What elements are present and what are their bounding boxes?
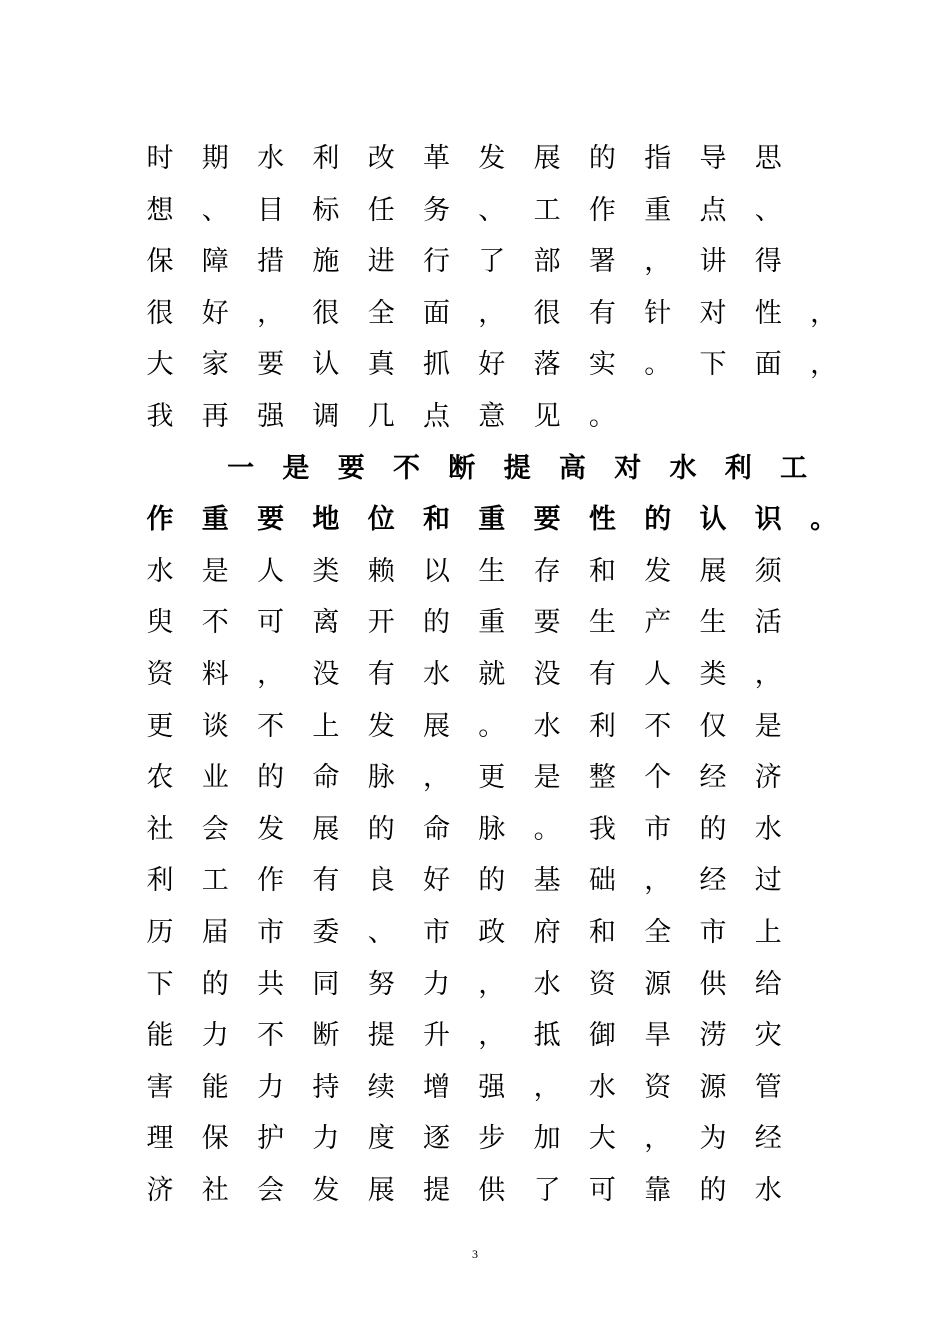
- text-char: 抵: [533, 1020, 561, 1052]
- text-char: 给: [754, 968, 782, 1000]
- text-char: 人: [257, 555, 285, 587]
- text-char: 思: [754, 143, 782, 174]
- text-char: 加: [533, 1123, 561, 1155]
- text-char: 要: [257, 504, 285, 536]
- text-char: 部: [533, 246, 561, 278]
- text-char: 利: [588, 710, 616, 742]
- text-char: 水: [533, 968, 561, 1000]
- text-char: 农: [146, 762, 174, 794]
- text-char: 是: [754, 710, 782, 742]
- text-char: 再: [201, 401, 229, 432]
- text-char: 展: [533, 143, 561, 174]
- text-char: 同: [312, 968, 340, 1000]
- text-char: 生: [699, 607, 727, 639]
- text-char: 障: [201, 246, 229, 278]
- text-char: 资: [644, 1071, 672, 1103]
- text-char: 针: [644, 297, 672, 329]
- text-char: 务: [423, 194, 450, 226]
- text-char: 革: [423, 143, 450, 174]
- text-char: 好: [201, 297, 229, 329]
- text-char: 的: [201, 968, 229, 1000]
- text-char: 很: [533, 297, 561, 329]
- text-char: 真: [367, 349, 395, 381]
- text-char: 要: [337, 452, 365, 484]
- text-char: 料: [201, 659, 229, 690]
- text-char: 工: [201, 865, 229, 897]
- text-char: 作: [146, 504, 174, 536]
- text-char: 我: [146, 401, 174, 432]
- text-char: 共: [257, 968, 285, 1000]
- text-char: 高: [558, 452, 586, 484]
- text-char: 讲: [699, 246, 727, 278]
- text-char: 类: [699, 659, 727, 690]
- text-char: 能: [146, 1020, 174, 1052]
- text-char: 指: [644, 143, 672, 174]
- text-char: 全: [644, 917, 672, 948]
- text-char: 水: [423, 659, 450, 690]
- text-char: 家: [201, 349, 229, 381]
- text-char: 期: [201, 143, 229, 174]
- text-char: 不: [644, 710, 672, 742]
- text-char: 命: [312, 762, 340, 794]
- text-char: 资: [588, 968, 616, 1000]
- text-char: 持: [312, 1071, 340, 1103]
- text-char: 靠: [644, 1175, 672, 1206]
- text-char: 行: [423, 246, 450, 278]
- text-char: 下: [146, 968, 174, 1000]
- text-char: 人: [644, 659, 672, 690]
- text-char: 进: [367, 246, 395, 278]
- text-char: 我: [588, 813, 616, 845]
- text-char: 基: [533, 865, 561, 897]
- text-char: 力: [423, 968, 450, 1000]
- text-char: 下: [699, 349, 727, 381]
- text-char: 抓: [423, 349, 450, 381]
- text-char: 。: [588, 401, 616, 432]
- text-char: 升: [423, 1020, 450, 1052]
- text-char: 努: [367, 968, 395, 1000]
- text-char: 提: [423, 1175, 450, 1206]
- text-char: 涝: [699, 1020, 727, 1052]
- text-char: 有: [367, 659, 395, 690]
- text-char: 济: [146, 1175, 174, 1206]
- text-char: 的: [699, 813, 727, 845]
- text-char: 提: [503, 452, 531, 484]
- text-char: 业: [201, 762, 229, 794]
- text-char: 和: [423, 504, 450, 536]
- text-char: ，: [644, 1123, 672, 1155]
- text-char: 的: [423, 607, 450, 639]
- text-char: 旱: [644, 1020, 672, 1052]
- text-char: 就: [478, 659, 506, 690]
- text-char: 强: [478, 1071, 506, 1103]
- text-char: 水: [754, 813, 782, 845]
- text-char: 好: [478, 349, 506, 381]
- text-char: 整: [588, 762, 616, 794]
- text-char: 源: [699, 1071, 727, 1103]
- text-char: 得: [754, 246, 782, 278]
- text-char: 水: [669, 452, 697, 484]
- text-char: 落: [533, 349, 561, 381]
- text-char: 可: [588, 1175, 616, 1206]
- text-char: 更: [146, 710, 174, 742]
- text-char: 过: [754, 865, 782, 897]
- text-char: 要: [533, 504, 561, 536]
- text-char: 是: [282, 452, 310, 484]
- text-char: 理: [146, 1123, 174, 1155]
- text-char: ，: [257, 659, 285, 690]
- text-char: 命: [423, 813, 450, 845]
- text-char: 存: [533, 555, 561, 587]
- text-char: 水: [588, 1071, 616, 1103]
- text-char: 能: [201, 1071, 229, 1103]
- text-char: 生: [588, 607, 616, 639]
- text-char: 。: [644, 349, 672, 381]
- text-char: 力: [312, 1123, 340, 1155]
- text-char: 展: [367, 1175, 395, 1206]
- text-char: 不: [393, 452, 420, 484]
- text-char: 上: [754, 917, 782, 948]
- text-char: 面: [754, 349, 782, 381]
- text-char: ，: [478, 968, 506, 1000]
- text-char: 不: [201, 607, 229, 639]
- text-char: 续: [367, 1071, 395, 1103]
- text-char: 实: [588, 349, 616, 381]
- text-char: 社: [201, 1175, 229, 1206]
- text-char: 。: [533, 813, 561, 845]
- text-char: 水: [533, 710, 561, 742]
- text-char: 是: [533, 762, 561, 794]
- text-char: 利: [724, 452, 752, 484]
- text-char: 作: [588, 194, 616, 226]
- text-char: 市: [699, 917, 727, 948]
- text-char: 力: [201, 1020, 229, 1052]
- text-char: 经: [754, 1123, 782, 1155]
- text-char: 力: [257, 1071, 285, 1103]
- text-char: 利: [312, 143, 340, 174]
- text-char: 地: [312, 504, 340, 536]
- text-char: 强: [257, 401, 285, 432]
- text-char: 工: [533, 194, 561, 226]
- text-char: 认: [312, 349, 340, 381]
- text-char: 水: [257, 143, 285, 174]
- text-char: 供: [699, 968, 727, 1000]
- text-char: 很: [146, 297, 174, 329]
- text-char: 展: [312, 813, 340, 845]
- text-char: 没: [312, 659, 340, 690]
- text-char: 更: [478, 762, 506, 794]
- text-char: 利: [146, 865, 174, 897]
- text-char: 社: [146, 813, 174, 845]
- text-char: 了: [533, 1175, 561, 1206]
- text-char: 产: [644, 607, 672, 639]
- text-char: 重: [201, 504, 229, 536]
- text-char: 历: [146, 917, 174, 948]
- text-char: 可: [257, 607, 285, 639]
- text-char: 的: [478, 865, 506, 897]
- text-char: 作: [257, 865, 285, 897]
- text-char: 没: [533, 659, 561, 690]
- text-char: 和: [588, 917, 616, 948]
- text-char: 发: [257, 813, 285, 845]
- text-char: 意: [478, 401, 506, 432]
- text-char: 灾: [754, 1020, 782, 1052]
- text-char: 面: [423, 297, 450, 329]
- text-char: 了: [478, 246, 506, 278]
- text-char: 全: [367, 297, 395, 329]
- text-char: 良: [367, 865, 395, 897]
- text-char: 点: [423, 401, 450, 432]
- text-char: 工: [780, 452, 808, 484]
- text-char: 时: [146, 143, 174, 174]
- text-char: 性: [754, 297, 782, 329]
- text-char: 有: [312, 865, 340, 897]
- text-char: 措: [257, 246, 285, 278]
- text-char: 几: [367, 401, 395, 432]
- text-char: 离: [312, 607, 340, 639]
- text-char: ，: [754, 659, 782, 690]
- text-char: 展: [699, 555, 727, 587]
- text-char: 提: [367, 1020, 395, 1052]
- text-char: 要: [533, 607, 561, 639]
- text-char: 保: [201, 1123, 229, 1155]
- text-char: 谈: [201, 710, 229, 742]
- text-char: 的: [644, 504, 672, 536]
- text-char: 供: [478, 1175, 506, 1206]
- text-char: 础: [588, 865, 616, 897]
- text-char: 保: [146, 246, 174, 278]
- text-char: 导: [699, 143, 727, 174]
- text-char: 有: [588, 659, 616, 690]
- text-char: 点: [699, 194, 727, 226]
- text-char: 开: [367, 607, 395, 639]
- text-char: ，: [478, 297, 506, 329]
- text-char: 发: [644, 555, 672, 587]
- text-char: 类: [312, 555, 340, 587]
- text-char: 仅: [699, 710, 727, 742]
- text-char: 资: [146, 659, 174, 690]
- text-char: 不: [257, 710, 285, 742]
- text-char: 赖: [367, 555, 395, 587]
- text-char: 为: [699, 1123, 727, 1155]
- text-char: 、: [201, 194, 229, 226]
- text-char: 市: [644, 813, 672, 845]
- text-char: ，: [533, 1071, 561, 1103]
- text-char: 个: [644, 762, 672, 794]
- text-char: 逐: [423, 1123, 450, 1155]
- text-char: 的: [257, 762, 285, 794]
- text-char: 发: [312, 1175, 340, 1206]
- text-char: 想: [146, 194, 174, 226]
- text-char: 认: [699, 504, 727, 536]
- text-char: 目: [257, 194, 285, 226]
- text-char: 臾: [146, 607, 174, 639]
- text-char: 展: [423, 710, 450, 742]
- text-char: ，: [810, 349, 838, 381]
- text-char: 经: [699, 762, 727, 794]
- text-char: 委: [312, 917, 340, 948]
- text-char: 。: [478, 710, 506, 742]
- text-char: 有: [588, 297, 616, 329]
- text-char: 上: [312, 710, 340, 742]
- text-char: 生: [478, 555, 506, 587]
- text-char: 和: [588, 555, 616, 587]
- text-char: 的: [367, 813, 395, 845]
- text-char: 济: [754, 762, 782, 794]
- text-char: 发: [478, 143, 506, 174]
- text-char: 重: [478, 504, 506, 536]
- text-char: 对: [699, 297, 727, 329]
- text-char: 市: [257, 917, 285, 948]
- text-char: 性: [588, 504, 616, 536]
- text-char: 好: [423, 865, 450, 897]
- text-char: 要: [257, 349, 285, 381]
- text-char: 改: [367, 143, 395, 174]
- text-char: 市: [423, 917, 450, 948]
- text-char: 脉: [367, 762, 395, 794]
- text-char: 的: [588, 143, 616, 174]
- text-char: 御: [588, 1020, 616, 1052]
- text-char: 、: [367, 917, 395, 948]
- text-char: 害: [146, 1071, 174, 1103]
- text-char: 会: [257, 1175, 285, 1206]
- text-char: 的: [699, 1175, 727, 1206]
- text-char: 大: [588, 1123, 616, 1155]
- text-char: ，: [644, 246, 672, 278]
- text-char: 标: [312, 194, 340, 226]
- text-char: 。: [810, 504, 838, 536]
- text-char: 经: [699, 865, 727, 897]
- text-char: 断: [312, 1020, 340, 1052]
- text-char: 管: [754, 1071, 782, 1103]
- text-char: ，: [423, 762, 450, 794]
- text-char: ，: [478, 1020, 506, 1052]
- text-char: 重: [478, 607, 506, 639]
- text-char: 重: [644, 194, 672, 226]
- text-char: 署: [588, 246, 616, 278]
- text-char: 增: [423, 1071, 450, 1103]
- text-char: 调: [312, 401, 340, 432]
- text-char: 活: [754, 607, 782, 639]
- text-char: 护: [257, 1123, 285, 1155]
- text-char: 须: [754, 555, 782, 587]
- text-char: 不: [257, 1020, 285, 1052]
- text-char: 以: [423, 555, 450, 587]
- text-char: 、: [478, 194, 506, 226]
- text-char: 源: [644, 968, 672, 1000]
- text-char: 政: [478, 917, 506, 948]
- text-char: 水: [754, 1175, 782, 1206]
- text-char: ，: [644, 865, 672, 897]
- text-char: 、: [754, 194, 782, 226]
- text-char: 任: [367, 194, 395, 226]
- text-char: ，: [257, 297, 285, 329]
- text-char: 很: [312, 297, 340, 329]
- text-char: 发: [367, 710, 395, 742]
- text-char: 对: [614, 452, 642, 484]
- text-char: 会: [201, 813, 229, 845]
- text-char: ，: [810, 297, 838, 329]
- text-char: 府: [533, 917, 561, 948]
- text-char: 位: [367, 504, 395, 536]
- text-char: 步: [478, 1123, 506, 1155]
- text-char: 脉: [478, 813, 506, 845]
- text-char: 一: [227, 452, 255, 484]
- text-char: 断: [448, 452, 476, 484]
- text-char: 水: [146, 555, 174, 587]
- text-char: 是: [201, 555, 229, 587]
- text-char: 度: [367, 1123, 395, 1155]
- text-char: 识: [754, 504, 782, 536]
- page-number: 3: [472, 1247, 478, 1261]
- text-char: 见: [533, 401, 561, 432]
- text-char: 施: [312, 246, 340, 278]
- text-char: 届: [201, 917, 229, 948]
- text-char: 大: [146, 349, 174, 381]
